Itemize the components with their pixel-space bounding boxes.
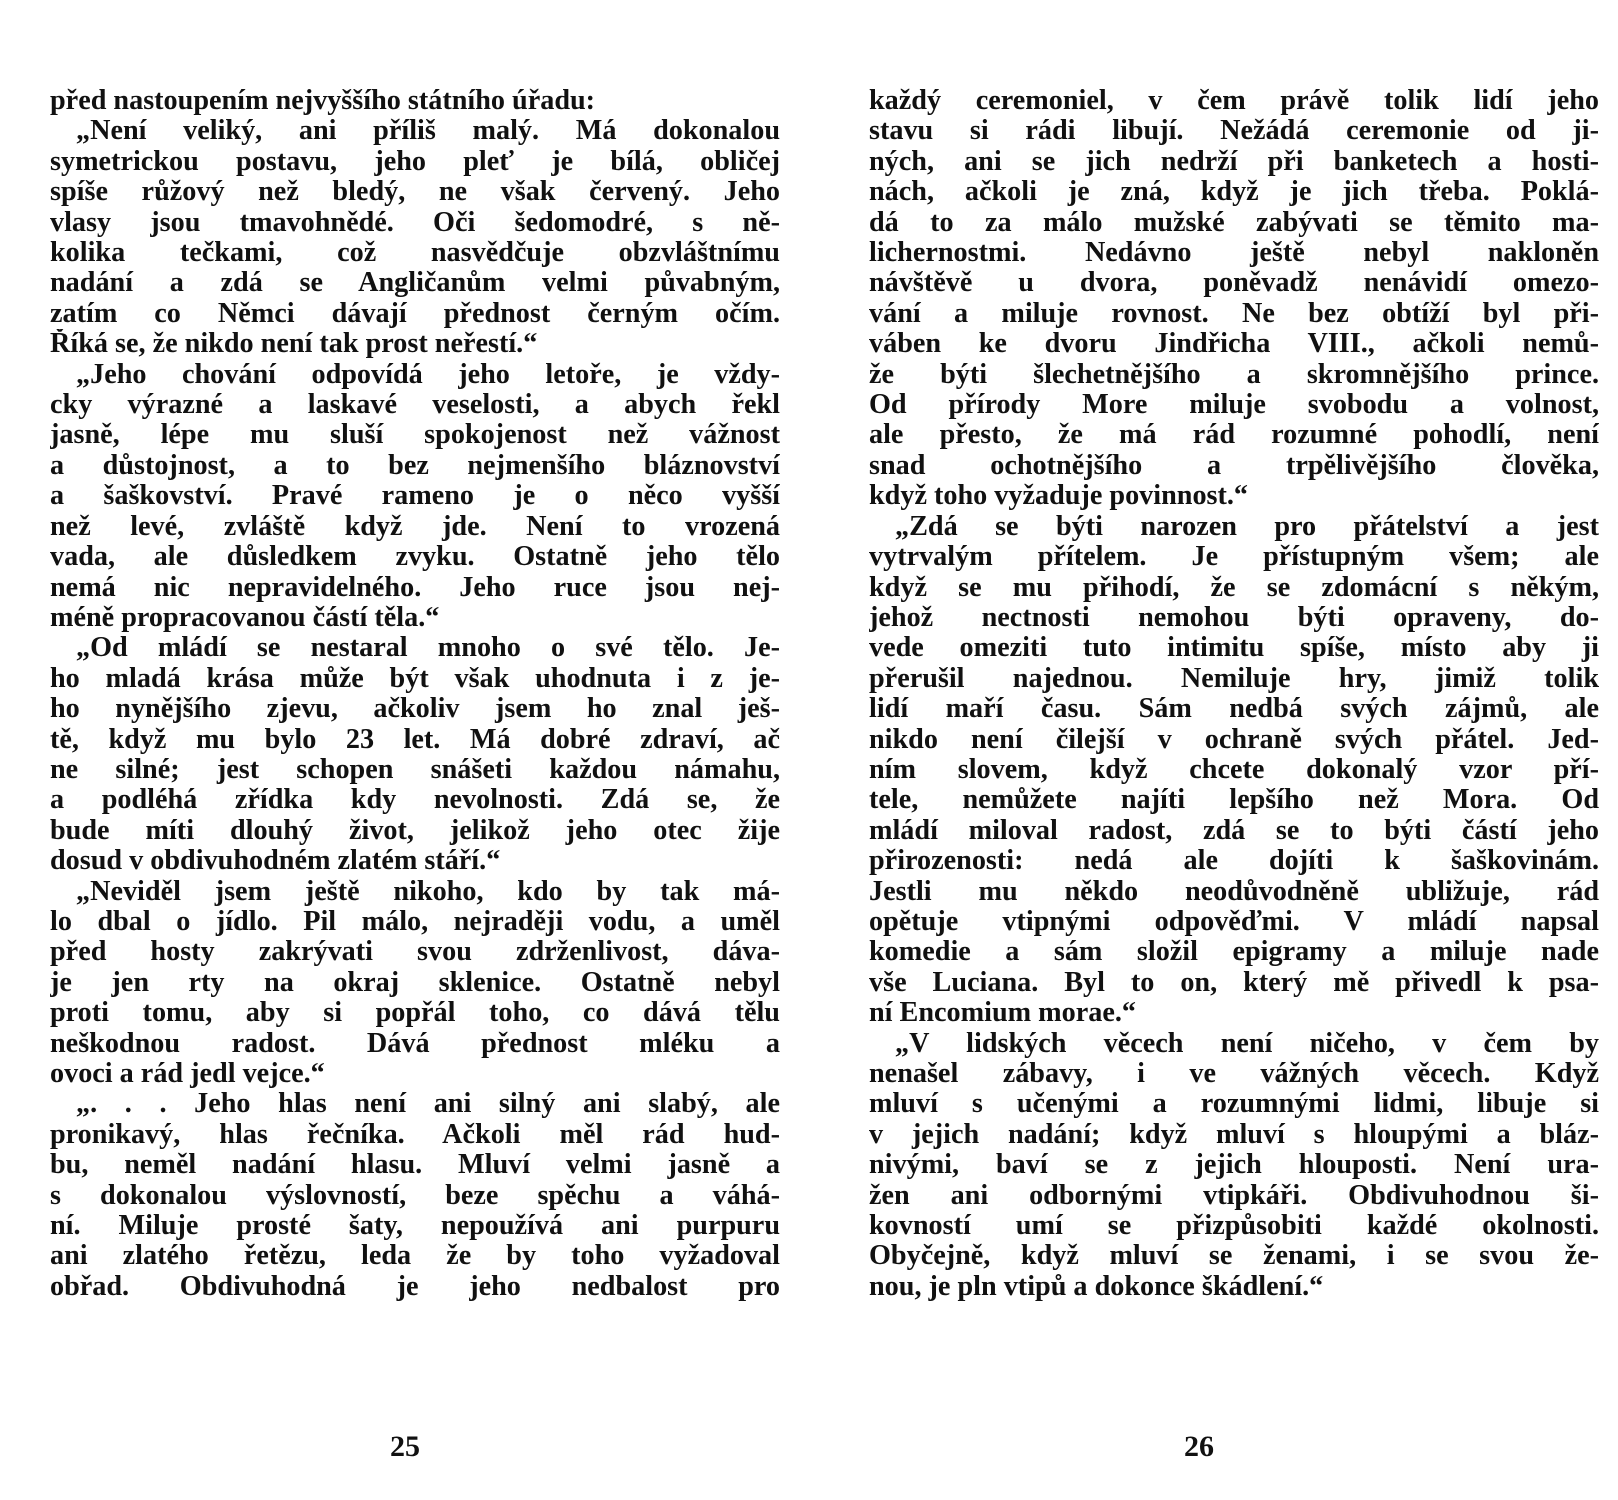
text-line: nenašel zábavy, i ve vážných věcech. Když	[869, 1059, 1599, 1089]
text-line: snad ochotnějšího a trpělivějšího člověka,	[869, 450, 1599, 481]
text-line: když se mu přihodí, že se zdomácní s někým,	[869, 572, 1599, 603]
left-page-text	[50, 86, 780, 1302]
page-number: 25	[390, 1430, 420, 1463]
text-line: nemá nic nepravidelného. Jeho ruce jsou nej-	[50, 572, 780, 603]
text-line: „V lidských věcech není ničeho, v čem by	[895, 1028, 1599, 1059]
text-line: nikdo není čilejší v ochraně svých přátel. Jed-	[869, 724, 1599, 755]
text-line: ho mladá krása může být však uhodnuta i z je-	[50, 663, 780, 694]
text-line: neškodnou radost. Dává přednost mléku a	[50, 1028, 780, 1059]
text-line: před hosty zakrývati svou zdrženlivost, dáva-	[50, 937, 780, 968]
text-line: vše Luciana. Byl to on, který mě přivedl k psa-	[869, 967, 1599, 998]
text-line: spíše růžový než bledý, ne však červený. Jeho	[50, 177, 780, 208]
text-line: lichernostmi. Nedávno ještě nebyl nakloněn	[869, 238, 1599, 269]
text-line: lo dbal o jídlo. Pil málo, nejraději vodu, a uměl	[50, 906, 780, 937]
text-line: a důstojnost, a to bez nejmenšího bláznovství	[50, 450, 780, 481]
text-line: ní Encomium morae.“	[869, 998, 1136, 1029]
text-line: kolika tečkami, což nasvědčuje obzvláštnímu	[50, 238, 780, 269]
text-line: nách, ačkoli je zná, když je jich třeba. Poklá-	[869, 177, 1599, 208]
text-line: ním slovem, když chcete dokonalý vzor pří-	[869, 754, 1599, 785]
text-line: vada, ale důsledkem zvyku. Ostatně jeho tělo	[50, 542, 780, 573]
text-line: dosud v obdivuhodném zlatém stáří.“	[50, 846, 501, 877]
text-line: vede omeziti tuto intimitu spíše, místo aby ji	[869, 633, 1599, 664]
text-line: symetrickou postavu, jeho pleť je bílá, obličej	[50, 146, 780, 177]
text-line: váben ke dvoru Jindřicha VIII., ačkoli nemů-	[869, 329, 1599, 360]
text-line: přerušil najednou. Nemiluje hry, jimiž tolik	[869, 663, 1599, 694]
text-line: méně propracovanou částí těla.“	[50, 602, 440, 633]
text-line: lidí maří času. Sám nedbá svých zájmů, ale	[869, 694, 1599, 725]
text-line: před nastoupením nejvyššího státního úřadu:	[50, 86, 596, 116]
text-line: jehož nectnosti nemohou býti opraveny, do-	[869, 602, 1599, 633]
text-line: ní. Miluje prosté šaty, nepoužívá ani purpuru	[50, 1211, 780, 1242]
text-line: bu, neměl nadání hlasu. Mluví velmi jasně a	[50, 1150, 780, 1181]
text-line: Obyčejně, když mluví se ženami, i se svou že-	[869, 1241, 1599, 1272]
text-line: přirozenosti: nedá ale dojíti k šaškovinám.	[869, 846, 1599, 877]
text-line: ale přesto, že má rád rozumné pohodlí, není	[869, 420, 1599, 451]
text-line: když toho vyžaduje povinnost.“	[869, 481, 1249, 512]
text-line: „. . . Jeho hlas není ani silný ani slabý, ale	[76, 1089, 780, 1120]
text-line: návštěvě u dvora, poněvadž nenávidí omezo-	[869, 268, 1599, 299]
text-line: „Neviděl jsem ještě nikoho, kdo by tak má-	[76, 876, 780, 907]
right-page-text	[869, 86, 1599, 1302]
text-line: ne silné; jest schopen snášeti každou námahu,	[50, 754, 780, 785]
text-line: než levé, zvláště když jde. Není to vrozená	[50, 511, 780, 542]
text-line: „Od mládí se nestaral mnoho o své tělo. Je-	[76, 633, 780, 664]
text-line: „Není veliký, ani příliš malý. Má dokonalou	[76, 116, 780, 147]
text-line: Jestli mu někdo neodůvodněně ubližuje, rád	[869, 876, 1599, 907]
text-line: ho nynějšího zjevu, ačkoliv jsem ho znal ješ-	[50, 694, 780, 725]
text-line: dá to za málo mužské zabývati se těmito ma-	[869, 207, 1599, 238]
text-line: každý ceremoniel, v čem právě tolik lidí jeho	[869, 86, 1599, 116]
text-line: Od přírody More miluje svobodu a volnost,	[869, 390, 1599, 421]
right-page	[809, 0, 1618, 1500]
text-line: a podléhá zřídka kdy nevolnosti. Zdá se, že	[50, 785, 780, 816]
text-line: a šaškovství. Pravé rameno je o něco vyšší	[50, 481, 780, 512]
text-line: komedie a sám složil epigramy a miluje nade	[869, 937, 1599, 968]
text-line: je jen rty na okraj sklenice. Ostatně nebyl	[50, 967, 780, 998]
text-line: tě, když mu bylo 23 let. Má dobré zdraví, ač	[50, 724, 780, 755]
text-line: kovností umí se přizpůsobiti každé okolnosti.	[869, 1211, 1599, 1242]
text-line: „Zdá se býti narozen pro přátelství a jest	[895, 511, 1599, 542]
text-line: proti tomu, aby si popřál toho, co dává tělu	[50, 998, 780, 1029]
text-line: tele, nemůžete najíti lepšího než Mora. Od	[869, 785, 1599, 816]
text-line: pronikavý, hlas řečníka. Ačkoli měl rád hud-	[50, 1119, 780, 1150]
text-line: Říká se, že nikdo není tak prost neřestí.“	[50, 329, 538, 360]
text-line: s dokonalou výslovností, beze spěchu a váhá-	[50, 1180, 780, 1211]
text-line: ani zlatého řetězu, leda že by toho vyžadoval	[50, 1241, 780, 1272]
text-line: obřad. Obdivuhodná je jeho nedbalost pro	[50, 1271, 780, 1302]
text-line: ných, ani se jich nedrží při banketech a hosti-	[869, 146, 1599, 177]
text-line: „Jeho chování odpovídá jeho letoře, je vždy-	[76, 359, 780, 390]
text-line: jasně, lépe mu sluší spokojenost než vážnost	[50, 420, 780, 451]
text-line: vytrvalým přítelem. Je přístupným všem; ale	[869, 542, 1599, 573]
text-line: mluví s učenými a rozumnými lidmi, libuje si	[869, 1089, 1599, 1120]
text-line: v jejich nadání; když mluví s hloupými a bláz-	[869, 1119, 1599, 1150]
text-line: zatím co Němci dávají přednost černým očím.	[50, 298, 780, 329]
text-line: nivými, baví se z jejich hlouposti. Není ura-	[869, 1150, 1599, 1181]
text-line: mládí miloval radost, zdá se to býti částí jeho	[869, 815, 1599, 846]
text-line: vlasy jsou tmavohnědé. Oči šedomodré, s ně-	[50, 207, 780, 238]
text-line: stavu si rádi libují. Nežádá ceremonie od ji-	[869, 116, 1599, 147]
text-line: ovoci a rád jedl vejce.“	[50, 1059, 325, 1089]
text-line: nou, je pln vtipů a dokonce škádlení.“	[869, 1271, 1324, 1302]
text-line: že býti šlechetnějšího a skromnějšího prince.	[869, 359, 1599, 390]
page-number: 26	[1184, 1430, 1214, 1463]
text-line: nadání a zdá se Angličanům velmi půvabným,	[50, 268, 780, 299]
text-line: bude míti dlouhý život, jelikož jeho otec žije	[50, 815, 780, 846]
text-line: cky výrazné a laskavé veselosti, a abych řekl	[50, 390, 780, 421]
text-line: vání a miluje rovnost. Ne bez obtíží byl při-	[869, 298, 1599, 329]
text-line: opětuje vtipnými odpověďmi. V mládí napsal	[869, 906, 1599, 937]
text-line: žen ani odbornými vtipkáři. Obdivuhodnou ši-	[869, 1180, 1599, 1211]
